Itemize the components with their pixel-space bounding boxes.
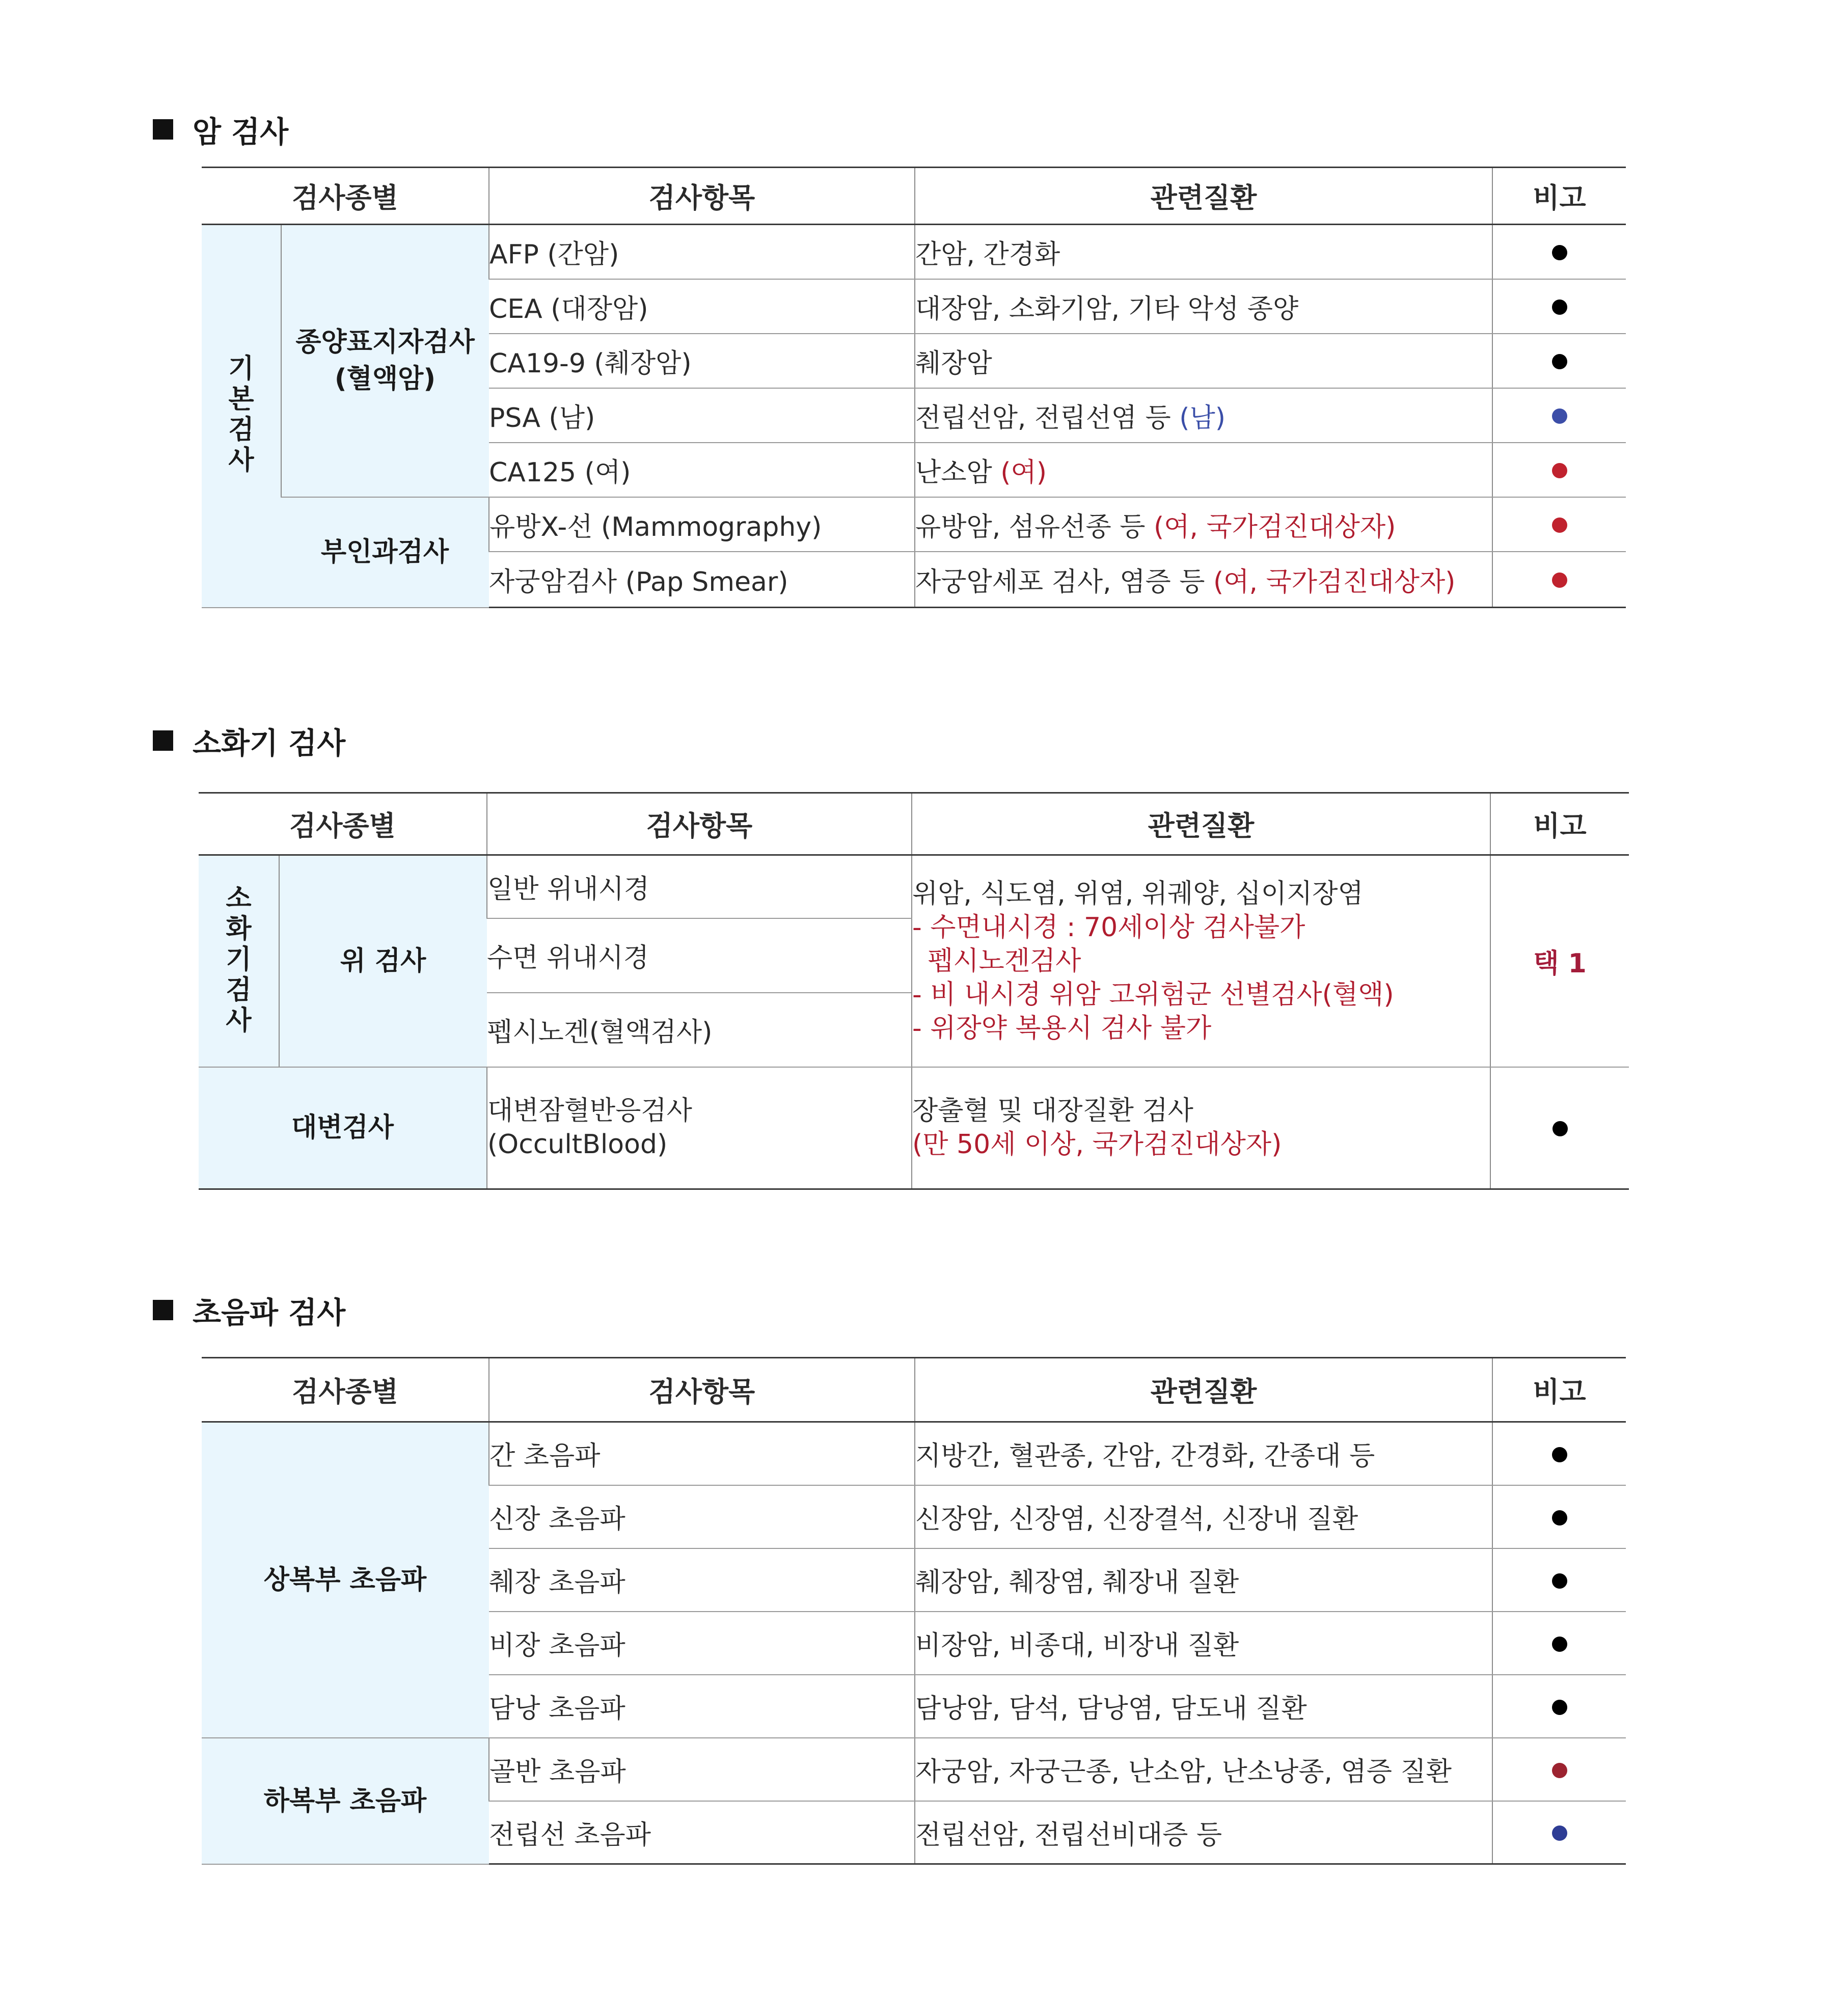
remark-cell <box>1492 1612 1626 1675</box>
exam-item: 간 초음파 <box>489 1422 915 1485</box>
related-disease: 장출혈 및 대장질환 검사 (만 50세 이상, 국가검진대상자) <box>912 1067 1490 1189</box>
category-digestive: 소화기검사 <box>199 855 279 1067</box>
table-row <box>199 855 1629 918</box>
ultrasound-table <box>202 1357 1626 1865</box>
remark-cell <box>1492 1675 1626 1738</box>
bullet-dot-icon <box>1552 517 1567 533</box>
remark-cell <box>1492 334 1626 388</box>
related-disease: 전립선암, 전립선비대증 등 <box>915 1801 1492 1864</box>
remark-cell <box>1492 279 1626 334</box>
category-tumor-marker: 종양표지자검사 (혈액암) <box>281 225 489 497</box>
related-disease: 비장암, 비종대, 비장내 질환 <box>915 1612 1492 1675</box>
exam-item: 비장 초음파 <box>489 1612 915 1675</box>
remark-cell <box>1490 1067 1629 1189</box>
black-square-icon <box>153 730 173 751</box>
exam-item: 담낭 초음파 <box>489 1675 915 1738</box>
related-disease: 지방간, 혈관종, 간암, 간경화, 간종대 등 <box>915 1422 1492 1485</box>
bullet-dot-icon <box>1552 1510 1567 1525</box>
header-category: 검사종별 <box>202 1358 489 1422</box>
exam-item: PSA (남) <box>489 388 915 443</box>
section-title-digestive <box>153 719 345 762</box>
exam-item: CA125 (여) <box>489 443 915 497</box>
related-disease: 췌장암, 췌장염, 췌장내 질환 <box>915 1548 1492 1612</box>
bullet-dot-icon <box>1552 1447 1567 1462</box>
table-row <box>202 497 1626 552</box>
header-remark: 비고 <box>1490 793 1629 855</box>
black-square-icon <box>153 119 173 140</box>
exam-item: 펩시노겐(혈액검사) <box>487 993 912 1067</box>
remark-cell <box>1492 1422 1626 1485</box>
table-header-row <box>202 168 1626 225</box>
remark-cell <box>1492 388 1626 443</box>
bullet-dot-icon <box>1552 408 1567 424</box>
header-remark: 비고 <box>1492 1358 1626 1422</box>
header-item: 검사항목 <box>489 168 915 225</box>
exam-item: AFP (간암) <box>489 225 915 279</box>
header-disease: 관련질환 <box>915 168 1492 225</box>
related-disease: 담낭암, 담석, 담낭염, 담도내 질환 <box>915 1675 1492 1738</box>
choose-one-label: 택 1 <box>1533 948 1587 979</box>
table-row <box>202 1738 1626 1801</box>
exam-item: 신장 초음파 <box>489 1485 915 1548</box>
exam-item: CEA (대장암) <box>489 279 915 334</box>
remark-cell <box>1492 225 1626 279</box>
related-disease-stomach: 위암, 식도염, 위염, 위궤양, 십이지장염 - 수면내시경 : 70세이상 검사불가 펩시노겐검사 - 비 내시경 위암 고위험군 선별검사(혈액) - 위장약 복용시 검사 불가 <box>912 855 1490 1067</box>
exam-item: 골반 초음파 <box>489 1738 915 1801</box>
header-category: 검사종별 <box>199 793 487 855</box>
section-title-cancer <box>153 108 288 151</box>
header-remark: 비고 <box>1492 168 1626 225</box>
section-title-text: 초음파 검사 <box>193 1295 346 1330</box>
related-disease: 대장암, 소화기암, 기타 악성 종양 <box>915 279 1492 334</box>
header-item: 검사항목 <box>489 1358 915 1422</box>
exam-item: 전립선 초음파 <box>489 1801 915 1864</box>
remark-cell <box>1492 1738 1626 1801</box>
header-item: 검사항목 <box>487 793 912 855</box>
exam-item: 췌장 초음파 <box>489 1548 915 1612</box>
bullet-dot-icon <box>1552 354 1567 369</box>
remark-cell <box>1492 443 1626 497</box>
related-disease: 난소암 (여) <box>915 443 1492 497</box>
remark-cell <box>1492 1548 1626 1612</box>
bullet-dot-icon <box>1552 1573 1567 1589</box>
bullet-dot-icon <box>1552 299 1567 315</box>
related-disease: 신장암, 신장염, 신장결석, 신장내 질환 <box>915 1485 1492 1548</box>
remark-cell <box>1492 1485 1626 1548</box>
bullet-dot-icon <box>1552 463 1567 478</box>
table-row <box>202 225 1626 279</box>
section-title-text: 소화기 검사 <box>193 726 346 760</box>
bullet-dot-icon <box>1552 1826 1567 1841</box>
category-gynecology: 부인과검사 <box>281 497 489 608</box>
exam-item: 자궁암검사 (Pap Smear) <box>489 552 915 608</box>
table-header-row <box>199 793 1629 855</box>
category-upper-abdomen: 상복부 초음파 <box>202 1422 489 1738</box>
header-disease: 관련질환 <box>915 1358 1492 1422</box>
bullet-dot-icon <box>1552 1637 1567 1652</box>
related-disease: 유방암, 섬유선종 등 (여, 국가검진대상자) <box>915 497 1492 552</box>
header-disease: 관련질환 <box>912 793 1490 855</box>
exam-item: 유방X-선 (Mammography) <box>489 497 915 552</box>
cancer-table <box>202 167 1626 608</box>
table-row <box>202 1422 1626 1485</box>
bullet-dot-icon <box>1552 245 1567 260</box>
bullet-dot-icon <box>1552 1700 1567 1715</box>
exam-item: CA19-9 (췌장암) <box>489 334 915 388</box>
bullet-dot-icon <box>1552 1121 1568 1136</box>
header-category: 검사종별 <box>202 168 489 225</box>
related-disease: 자궁암세포 검사, 염증 등 (여, 국가검진대상자) <box>915 552 1492 608</box>
remark-cell <box>1492 552 1626 608</box>
related-disease: 전립선암, 전립선염 등 (남) <box>915 388 1492 443</box>
bullet-dot-icon <box>1552 1763 1567 1778</box>
exam-item: 대변잠혈반응검사 (OccultBlood) <box>487 1067 912 1189</box>
category-stomach: 위 검사 <box>279 855 487 1067</box>
digestive-table <box>199 792 1629 1190</box>
related-disease: 간암, 간경화 <box>915 225 1492 279</box>
related-disease: 췌장암 <box>915 334 1492 388</box>
bullet-dot-icon <box>1552 573 1567 588</box>
table-header-row <box>202 1358 1626 1422</box>
category-basic-exam: 기본검사 <box>202 225 281 608</box>
remark-cell <box>1492 1801 1626 1864</box>
remark-cell <box>1492 497 1626 552</box>
category-lower-abdomen: 하복부 초음파 <box>202 1738 489 1864</box>
exam-item: 일반 위내시경 <box>487 855 912 918</box>
section-title-text: 암 검사 <box>193 115 289 149</box>
black-square-icon <box>153 1300 173 1320</box>
related-disease: 자궁암, 자궁근종, 난소암, 난소낭종, 염증 질환 <box>915 1738 1492 1801</box>
category-stool: 대변검사 <box>199 1067 487 1189</box>
remark-cell <box>1490 855 1629 1067</box>
section-title-ultrasound <box>153 1289 345 1331</box>
exam-item: 수면 위내시경 <box>487 918 912 993</box>
table-row <box>199 1067 1629 1189</box>
